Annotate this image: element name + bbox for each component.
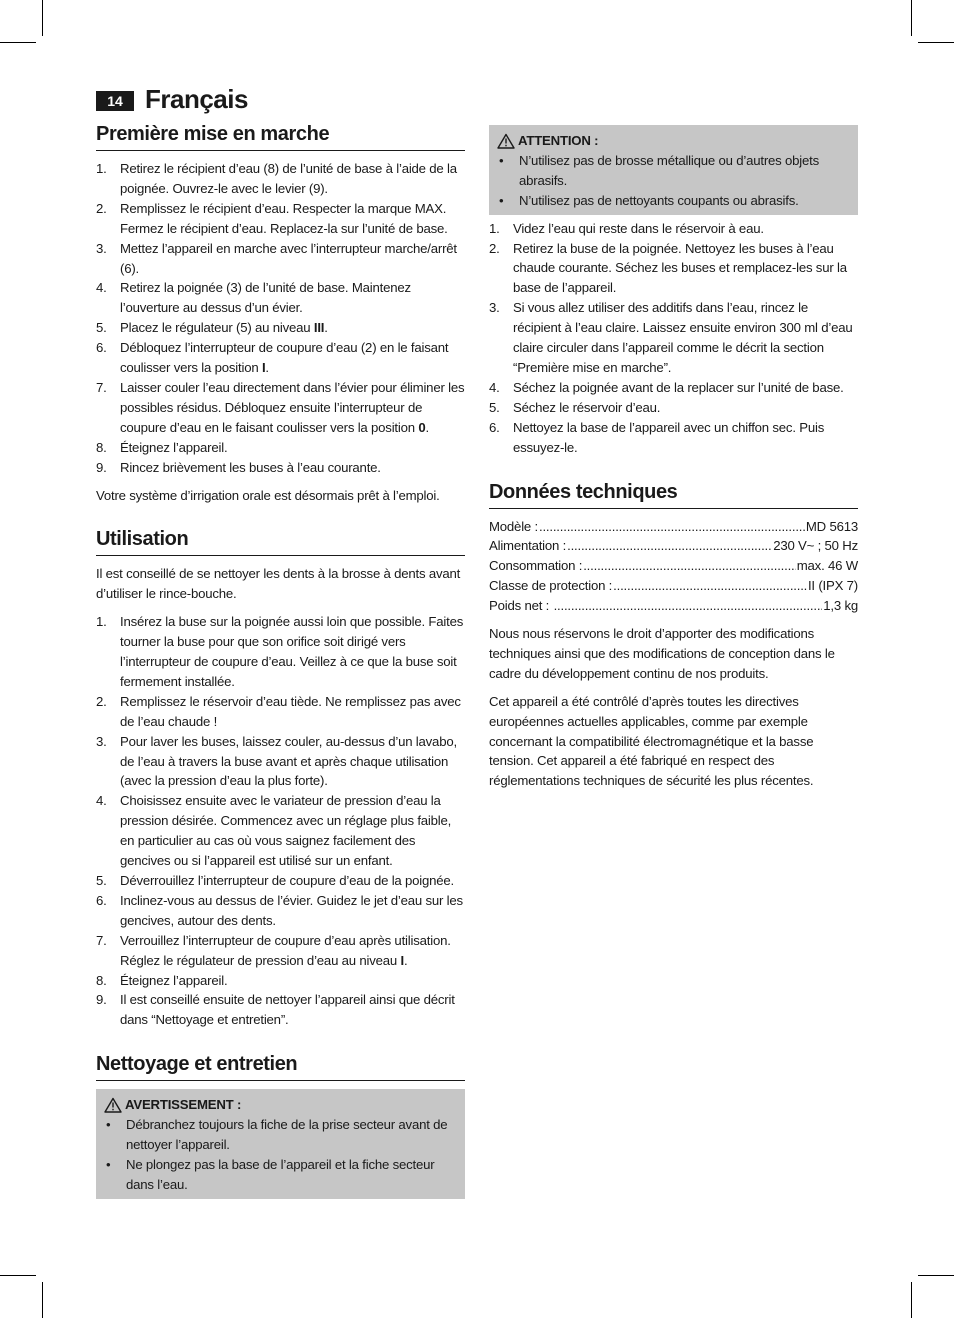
page-number: 14 bbox=[96, 91, 134, 111]
usage-intro: Il est conseillé de se nettoyer les dents à la brosse à dents avant d’utiliser le rince-bouche. bbox=[96, 566, 461, 602]
warning-box bbox=[96, 1089, 465, 1199]
first-use-steps bbox=[96, 159, 465, 478]
list-item: 5. Déverrouillez l’interrupteur de coupure d’eau de la poignée. bbox=[96, 873, 455, 888]
cleaning-steps bbox=[489, 219, 858, 458]
right-column bbox=[489, 125, 858, 791]
list-item: 3. Pour laver les buses, laissez couler, au-dessus d’un lavabo, de l’eau à travers la buse avant et après chaque utilisation (avec la pression d’eau la plus forte). bbox=[96, 733, 457, 789]
warning-title: AVERTISSEMENT : bbox=[104, 1095, 457, 1115]
list-item: 9. Il est conseillé ensuite de nettoyer l’appareil ainsi que décrit dans “Nettoyage et entretien”. bbox=[96, 992, 455, 1028]
spec-row: Classe de protection : ..... II (IPX 7) bbox=[489, 576, 858, 596]
attention-title: ATTENTION : bbox=[497, 131, 850, 151]
crop-mark bbox=[0, 1275, 36, 1276]
crop-mark bbox=[911, 1282, 912, 1318]
list-item: 5. Placez le régulateur (5) au niveau III. bbox=[96, 320, 328, 336]
spec-row: Alimentation : ..... 230 V~ ; 50 Hz bbox=[489, 536, 858, 556]
attention-list bbox=[497, 151, 850, 211]
list-item: 6. Débloquez l’interrupteur de coupure d’eau (2) en le faisant coulisser vers la position I. bbox=[96, 340, 449, 376]
tech-paragraph: Nous nous réservons le droit d’apporter des modifications techniques ainsi que des modifications de conception dans le cadre du développement continu de nos produits. bbox=[489, 626, 835, 681]
section-heading-cleaning: Nettoyage et entretien bbox=[96, 1052, 465, 1081]
warning-triangle-icon bbox=[497, 133, 515, 149]
first-use-closing: Votre système d’irrigation orale est désormais prêt à l’emploi. bbox=[96, 487, 440, 503]
page-title: Français bbox=[145, 84, 248, 114]
crop-mark bbox=[911, 0, 912, 36]
spec-row: Poids net : ..... 1,3 kg bbox=[489, 596, 858, 616]
list-item: 6. Inclinez-vous au dessus de l’évier. Guidez le jet d’eau sur les gencives, autour des dents. bbox=[96, 892, 463, 928]
crop-mark bbox=[918, 42, 954, 43]
list-item: 3. Si vous allez utiliser des additifs dans l’eau, rincez le récipient à l’eau claire. Laissez ensuite environ 300 ml d’eau claire circuler dans l’appareil comme le décrit la section “Première mise en marche”. bbox=[489, 300, 853, 375]
list-item: • N’utilisez pas de brosse métallique ou d’autres objets abrasifs. bbox=[499, 152, 820, 188]
list-item: • Ne plongez pas la base de l’appareil et la fiche secteur dans l’eau. bbox=[106, 1156, 435, 1192]
list-item: 9. Rincez brièvement les buses à l’eau courante. bbox=[96, 459, 381, 475]
list-item: 7. Verrouillez l’interrupteur de coupure d’eau après utilisation. Réglez le régulateur de pression d’eau au niveau I. bbox=[96, 932, 451, 968]
list-item: 4. Choisissez ensuite avec le variateur de pression d’eau la pression désirée. Commencez avec un réglage plus faible, en particulier au cas où vous saignez facilement des gencives ou si l’appareil est utilisé sur un enfant. bbox=[96, 793, 452, 869]
list-item: 7. Laisser couler l’eau directement dans l’évier pour éliminer les possibles résidus. Débloquez ensuite l’interrupteur de coupure d’eau en le faisant coulisser vers la position 0. bbox=[96, 379, 465, 435]
warning-triangle-icon bbox=[104, 1097, 122, 1113]
list-item: • N’utilisez pas de nettoyants coupants ou abrasifs. bbox=[499, 192, 799, 208]
spec-row: Consommation : ..... max. 46 W bbox=[489, 556, 858, 576]
list-item: 3. Mettez l’appareil en marche avec l’interrupteur marche/arrêt (6). bbox=[96, 240, 457, 276]
usage-steps bbox=[96, 612, 465, 1030]
list-item: 8. Éteignez l’appareil. bbox=[96, 972, 228, 988]
attention-box bbox=[489, 125, 858, 215]
crop-mark bbox=[42, 1282, 43, 1318]
list-item: 4. Retirez la poignée (3) de l’unité de base. Maintenez l’ouverture au dessus d’un évier. bbox=[96, 280, 411, 316]
spec-table bbox=[489, 517, 858, 617]
list-item: 2. Retirez la buse de la poignée. Nettoyez les buses à l’eau chaude courante. Séchez les buses et remplacez-les sur la base de l’appareil. bbox=[489, 240, 847, 296]
list-item: 1. Videz l’eau qui reste dans le réservoir à eau. bbox=[489, 220, 764, 236]
list-item: 1. Insérez la buse sur la poignée aussi loin que possible. Faites tourner la buse pour que son orifice soit dirigé vers l’interrupteur de coupure d’eau. Veillez à ce que la buse soit fermement installée. bbox=[96, 614, 464, 689]
section-heading-usage: Utilisation bbox=[96, 527, 465, 556]
list-item: 5. Séchez le réservoir d’eau. bbox=[489, 399, 661, 415]
list-item: • Débranchez toujours la fiche de la prise secteur avant de nettoyer l’appareil. bbox=[106, 1117, 448, 1153]
list-item: 6. Nettoyez la base de l’appareil avec un chiffon sec. Puis essuyez-le. bbox=[489, 419, 825, 455]
list-item: 4. Séchez la poignée avant de la replacer sur l’unité de base. bbox=[489, 379, 844, 395]
list-item: 2. Remplissez le récipient d’eau. Respecter la marque MAX. Fermez le récipient d’eau. Replacez-la sur l’unité de base. bbox=[96, 200, 448, 236]
list-item: 8. Éteignez l’appareil. bbox=[96, 439, 228, 455]
tech-paragraph: Cet appareil a été contrôlé d’après toutes les directives européennes actuelles applicables, comme par exemple concernant la compatibilité électromagnétique et la basse tension. Cet appareil a été fabriqué en respect des réglementations techniques de sécurité les plus récentes. bbox=[489, 693, 814, 789]
crop-mark bbox=[42, 0, 43, 36]
crop-mark bbox=[918, 1275, 954, 1276]
crop-mark bbox=[0, 42, 36, 43]
warning-list bbox=[104, 1115, 457, 1195]
list-item: 2. Remplissez le réservoir d’eau tiède. Ne remplissez pas avec de l’eau chaude ! bbox=[96, 693, 461, 729]
spec-row: Modèle : ..... MD 5613 bbox=[489, 517, 858, 537]
section-heading-first-use: Première mise en marche bbox=[96, 122, 465, 151]
section-heading-tech: Données techniques bbox=[489, 480, 858, 509]
left-column bbox=[96, 122, 465, 1199]
list-item: 1. Retirez le récipient d’eau (8) de l’unité de base à l’aide de la poignée. Ouvrez-le avec le levier (9). bbox=[96, 161, 457, 196]
